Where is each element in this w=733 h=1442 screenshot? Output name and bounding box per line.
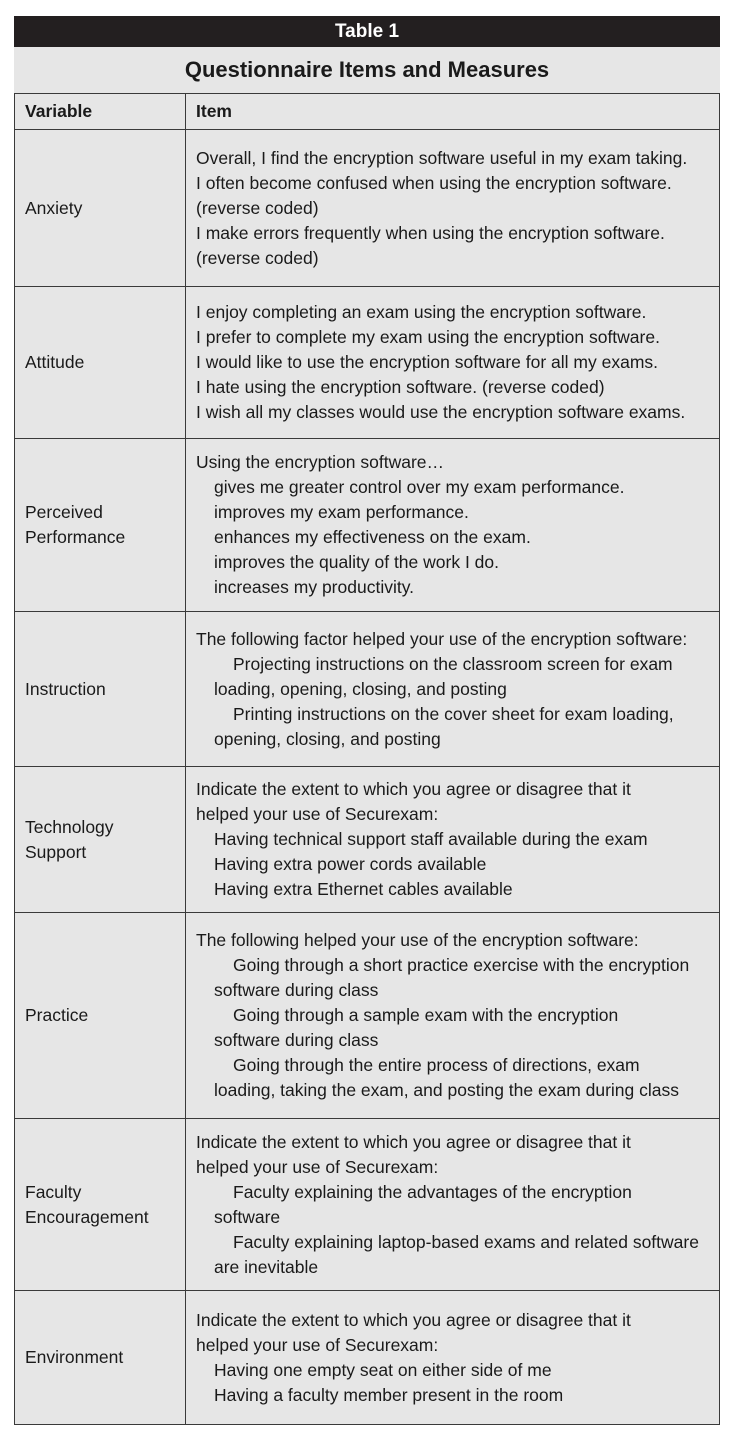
- item-line: software: [214, 1206, 281, 1227]
- header-variable: Variable: [15, 94, 186, 130]
- item-line: increases my productivity.: [214, 577, 415, 597]
- questionnaire-table: [14, 93, 720, 1425]
- item-line: Faculty explaining laptop-based exams and related software: [233, 1231, 699, 1252]
- variable-name: Environment: [25, 1347, 124, 1367]
- variable-name: Technology: [25, 816, 114, 837]
- item-line: enhances my effectiveness on the exam.: [214, 527, 531, 547]
- item-line: I would like to use the encryption software for all my exams.: [196, 352, 659, 372]
- item-cell: [186, 287, 720, 439]
- item-line: I hate using the encryption software. (reverse coded): [196, 377, 605, 397]
- item-line: (reverse coded): [196, 247, 319, 268]
- table-row: [15, 913, 720, 1119]
- variable-cell: [15, 767, 186, 913]
- item-line: Indicate the extent to which you agree or disagree that it: [196, 1309, 631, 1330]
- item-cell: [186, 612, 720, 767]
- item-cell: [186, 1291, 720, 1425]
- item-line: gives me greater control over my exam performance.: [214, 477, 625, 497]
- item-line: Printing instructions on the cover sheet for exam loading,: [233, 703, 674, 724]
- item-line: opening, closing, and posting: [214, 728, 441, 749]
- item-line: Having technical support staff available during the exam: [214, 829, 648, 849]
- item-line: helped your use of Securexam:: [196, 804, 439, 824]
- item-line: improves the quality of the work I do.: [214, 552, 499, 572]
- item-line: The following factor helped your use of the encryption software:: [196, 628, 688, 649]
- item-line: Faculty explaining the advantages of the encryption: [233, 1181, 632, 1202]
- variable-cell: [15, 913, 186, 1119]
- item-line: software during class: [214, 1030, 379, 1050]
- table-row: [15, 1119, 720, 1291]
- variable-cell: [15, 439, 186, 612]
- item-line: I often become confused when using the encryption software.: [196, 172, 672, 193]
- item-line: I prefer to complete my exam using the encryption software.: [196, 327, 660, 347]
- table-row: [15, 439, 720, 612]
- item-line: software during class: [214, 980, 379, 1000]
- item-line: Having extra Ethernet cables available: [214, 879, 513, 899]
- item-line: I wish all my classes would use the encryption software exams.: [196, 402, 686, 422]
- item-line: improves my exam performance.: [214, 502, 469, 522]
- item-line: Indicate the extent to which you agree or disagree that it: [196, 779, 631, 799]
- item-line: Going through the entire process of directions, exam: [233, 1055, 640, 1075]
- variable-cell: [15, 287, 186, 439]
- header-row: [15, 94, 720, 130]
- item-line: Going through a short practice exercise with the encryption: [233, 955, 690, 975]
- variable-cell: [15, 612, 186, 767]
- item-cell: [186, 439, 720, 612]
- variable-name: Practice: [25, 1005, 89, 1025]
- variable-cell: [15, 1119, 186, 1291]
- variable-name: Performance: [25, 527, 126, 547]
- variable-name: Support: [25, 841, 87, 862]
- variable-name: Anxiety: [25, 197, 83, 218]
- variable-cell: [15, 1291, 186, 1425]
- table-row: [15, 1291, 720, 1425]
- item-line: Going through a sample exam with the encryption: [233, 1005, 619, 1025]
- header-item: Item: [186, 94, 720, 130]
- item-line: Having one empty seat on either side of me: [214, 1359, 552, 1380]
- table-container: [14, 16, 720, 1425]
- table-row: [15, 767, 720, 913]
- item-line: (reverse coded): [196, 197, 319, 218]
- variable-name: Instruction: [25, 678, 106, 699]
- table-row: [15, 612, 720, 767]
- item-line: are inevitable: [214, 1256, 319, 1277]
- table-label: Table 1: [14, 16, 720, 47]
- item-line: helped your use of Securexam:: [196, 1334, 439, 1355]
- variable-name: Encouragement: [25, 1206, 149, 1227]
- item-cell: [186, 913, 720, 1119]
- item-cell: [186, 1119, 720, 1291]
- item-line: I enjoy completing an exam using the encryption software.: [196, 302, 647, 322]
- variable-name: Perceived: [25, 502, 103, 522]
- item-line: loading, taking the exam, and posting the exam during class: [214, 1080, 680, 1100]
- item-line: helped your use of Securexam:: [196, 1156, 439, 1177]
- item-line: loading, opening, closing, and posting: [214, 678, 507, 699]
- table-row: [15, 130, 720, 287]
- item-line: Projecting instructions on the classroom screen for exam: [233, 653, 673, 674]
- item-line: Having a faculty member present in the room: [214, 1384, 564, 1405]
- variable-cell: [15, 130, 186, 287]
- item-line: Having extra power cords available: [214, 854, 487, 874]
- item-line: The following helped your use of the encryption software:: [196, 930, 639, 950]
- table-row: [15, 287, 720, 439]
- item-line: Overall, I find the encryption software useful in my exam taking.: [196, 147, 688, 168]
- variable-name: Attitude: [25, 352, 85, 372]
- table-body: [15, 130, 720, 1425]
- item-line: Indicate the extent to which you agree or disagree that it: [196, 1131, 631, 1152]
- item-cell: [186, 767, 720, 913]
- item-cell: [186, 130, 720, 287]
- item-line: Using the encryption software…: [196, 452, 445, 472]
- table-title: Questionnaire Items and Measures: [14, 47, 720, 93]
- item-line: I make errors frequently when using the encryption software.: [196, 222, 665, 243]
- variable-name: Faculty: [25, 1181, 82, 1202]
